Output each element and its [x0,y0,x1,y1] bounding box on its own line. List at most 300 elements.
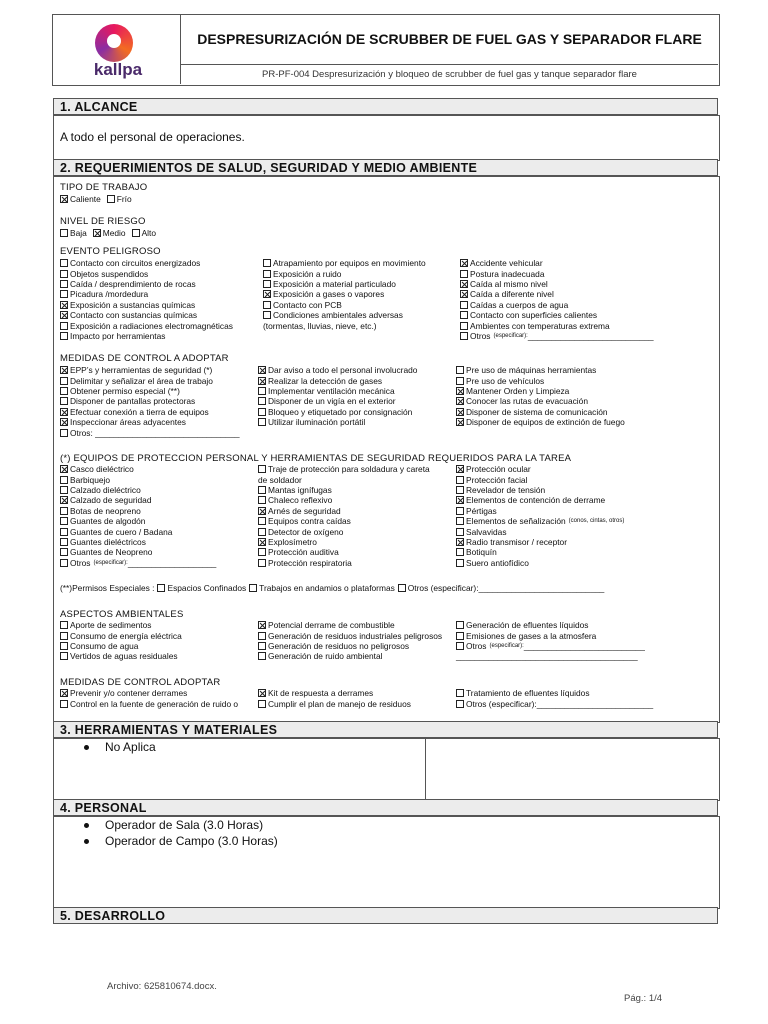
tools-list [84,739,156,755]
checkbox-label: Caliente [70,194,101,205]
checkbox-icon[interactable] [456,642,464,650]
checkbox-icon[interactable] [258,652,266,660]
checkbox-icon[interactable] [456,517,464,525]
checkbox-item [263,258,426,268]
checkbox-label: Detector de oxígeno [268,526,344,537]
checkbox-icon[interactable] [258,700,266,708]
checkbox-icon[interactable] [60,229,68,237]
hazard-column-2 [263,258,426,331]
checked-box-icon[interactable] [93,229,101,237]
checkbox-label: Explosímetro [268,536,317,547]
env-control-column-3 [456,688,653,709]
checkbox-item [60,417,240,427]
checkbox-icon[interactable] [249,584,257,592]
document-title: DESPRESURIZACIÓN DE SCRUBBER DE FUEL GAS Y SEPARADOR FLARE [181,14,718,65]
checkbox-label: Guantes de algodón [70,516,146,527]
checkbox-icon[interactable] [60,632,68,640]
checkbox-label: Caída a diferente nivel [470,289,554,300]
checkbox-item [456,537,624,547]
env-control-column-1 [60,688,238,709]
hazard-event-label: EVENTO PELIGROSO [60,246,161,257]
checked-box-icon[interactable] [460,280,468,288]
checkbox-label: Protección ocular [466,464,531,475]
checkbox-label: Conocer las rutas de evacuación [466,396,588,407]
checked-box-icon[interactable] [60,311,68,319]
checkbox-icon[interactable] [258,465,266,473]
checkbox-label: Exposición a radiaciones electromagnéticas [70,320,233,331]
checkbox-label: Calzado dieléctrico [70,484,141,495]
checkbox-label: Botas de neopreno [70,505,141,516]
checkbox-item [60,320,233,330]
checkbox-label: Efectuar conexión a tierra de equipos [70,406,209,417]
checkbox-item [456,526,624,536]
checked-box-icon[interactable] [60,366,68,374]
checkbox-label: (tormentas, lluvias, nieve, etc.) [263,320,377,331]
checkbox-item [258,516,430,526]
list-item [84,817,278,833]
env-column-2 [258,620,442,662]
checkbox-item [60,375,240,385]
checkbox-item [60,228,87,238]
checkbox-label: Disponer de pantallas protectoras [70,396,196,407]
checked-box-icon[interactable] [60,689,68,697]
checked-box-icon[interactable] [60,301,68,309]
checkbox-label: Exposición a sustancias químicas [70,299,196,310]
list-item-text: No Aplica [105,740,156,754]
section-3-title: 3. HERRAMIENTAS Y MATERIALES [53,721,718,738]
checkbox-item [60,386,240,396]
checkbox-icon[interactable] [456,559,464,567]
work-type-options [60,194,132,204]
checkbox-item [60,688,238,698]
checked-box-icon[interactable] [258,538,266,546]
checked-box-icon[interactable] [60,408,68,416]
checkbox-item [460,331,654,341]
checkbox-icon[interactable] [456,486,464,494]
bullet-icon [84,745,89,750]
checkbox-label: Contacto con superficies calientes [470,310,598,321]
checkbox-item [456,485,624,495]
checkbox-label: Pértigas [466,505,497,516]
checkbox-icon[interactable] [460,332,468,340]
ppe-column-3 [456,464,624,568]
checkbox-icon[interactable] [60,270,68,278]
checkbox-icon[interactable] [60,700,68,708]
checked-box-icon[interactable] [456,465,464,473]
checkbox-icon[interactable] [460,301,468,309]
checkbox-item [258,396,417,406]
checkbox-label: Utilizar iluminación portátil [268,417,366,428]
checkbox-icon[interactable] [60,517,68,525]
checkbox-icon[interactable] [456,548,464,556]
checkbox-item [60,516,216,526]
checkbox-label: Impacto por herramientas [70,330,166,341]
checkbox-label: Caída al mismo nivel [470,278,548,289]
checkbox-item [263,289,426,299]
checkbox-icon[interactable] [460,311,468,319]
checkbox-label: de soldador [258,474,302,485]
checkbox-label: Otros (especificar):___________________________ [407,583,605,594]
special-permits-prefix: (**)Permisos Especiales : [60,583,155,594]
checkbox-item [258,464,430,474]
checked-box-icon[interactable] [456,408,464,416]
checkbox-label: Generación de efluentes líquidos [466,620,589,631]
checkbox-icon[interactable] [60,259,68,267]
checkbox-label: Revelador de tensión [466,484,546,495]
checkbox-item [60,279,233,289]
checkbox-label: Bloqueo y etiquetado por consignación [268,406,413,417]
checkbox-item [460,320,654,330]
checkbox-icon[interactable] [60,621,68,629]
checkbox-label: Generación de ruido ambiental [268,651,383,662]
checkbox-item [263,300,426,310]
checkbox-item [258,651,442,661]
checkbox-label: Caída / desprendimiento de rocas [70,278,196,289]
checkbox-label: Control en la fuente de generación de ruido o [70,698,239,709]
checkbox-icon[interactable] [60,322,68,330]
checkbox-icon[interactable] [157,584,165,592]
section-3-divider [425,738,426,800]
checkbox-label: Kit de respuesta a derrames [268,688,374,699]
checkbox-icon[interactable] [60,652,68,660]
checkbox-item [460,279,654,289]
checked-box-icon[interactable] [456,538,464,546]
checkbox-icon[interactable] [60,538,68,546]
env-column-3 [456,620,645,662]
checkbox-icon[interactable] [456,528,464,536]
checkbox-item [60,194,101,204]
checkbox-item [398,583,605,593]
checkbox-item [132,228,156,238]
checkbox-item [456,474,624,484]
checked-box-icon[interactable] [258,621,266,629]
checkbox-label: Salvavidas [466,526,507,537]
checkbox-label: Delimitar y señalizar el área de trabajo [70,375,213,386]
checkbox-item [60,526,216,536]
section-4-title: 4. PERSONAL [53,799,718,816]
checkbox-icon[interactable] [258,397,266,405]
checkbox-label: Pre uso de vehículos [466,375,545,386]
checkbox-icon[interactable] [60,528,68,536]
checkbox-icon[interactable] [456,689,464,697]
checkbox-label: Emisiones de gases a la atmosfera [466,630,597,641]
checkbox-label: Barbiquejo [70,474,111,485]
checkbox-icon[interactable] [456,632,464,640]
checkbox-label: Disponer de equipos de extinción de fuego [466,417,625,428]
checkbox-icon[interactable] [258,548,266,556]
specify-hint: (especificar): [489,642,524,649]
checkbox-icon[interactable] [456,621,464,629]
checked-box-icon[interactable] [456,397,464,405]
checkbox-label: Contacto con sustancias químicas [70,310,198,321]
specify-hint: (especificar): [493,332,528,339]
checkbox-item [258,485,430,495]
checkbox-label: Espacios Confinados [167,583,247,594]
checkbox-label: Pre uso de máquinas herramientas [466,365,597,376]
checkbox-item [456,698,653,708]
checkbox-icon[interactable] [258,632,266,640]
checkbox-icon[interactable] [258,486,266,494]
checkbox-item [60,407,240,417]
logo-inner [107,34,121,48]
checkbox-label: Mantener Orden y Limpieza [466,385,570,396]
checkbox-label: Consumo de agua [70,640,139,651]
checkbox-item [60,474,216,484]
checkbox-label: Contacto con PCB [273,299,342,310]
checkbox-label: Otros [70,557,91,568]
checkbox-label: Atrapamiento por equipos en movimiento [273,258,426,269]
list-item-text: Operador de Sala (3.0 Horas) [105,818,264,832]
bullet-icon [84,839,89,844]
checked-box-icon[interactable] [460,290,468,298]
checkbox-item [60,310,233,320]
checked-box-icon[interactable] [258,507,266,515]
checkbox-label: Otros [466,640,487,651]
checkbox-item [258,417,417,427]
checkbox-label: Protección facial [466,474,528,485]
checked-box-icon[interactable] [258,366,266,374]
checkbox-label: Generación de residuos industriales peligrosos [268,630,443,641]
checked-box-icon[interactable] [456,387,464,395]
checkbox-label: Vertidos de aguas residuales [70,651,178,662]
checkbox-item [60,464,216,474]
checkbox-item [107,194,132,204]
checkbox-item [258,698,411,708]
checkbox-icon[interactable] [258,517,266,525]
checkbox-item [258,495,430,505]
checkbox-label: Generación de residuos no peligrosos [268,640,410,651]
checkbox-label: Prevenir y/o contener derrames [70,688,188,699]
checkbox-item [456,386,625,396]
checkbox-item [456,688,653,698]
checkbox-label: Guantes de Neopreno [70,547,153,558]
checkbox-item [60,698,238,708]
checked-box-icon[interactable] [456,496,464,504]
environmental-aspects-label: ASPECTOS AMBIENTALES [60,609,184,620]
section-1-title: 1. ALCANCE [53,98,718,115]
checked-box-icon[interactable] [60,496,68,504]
checkbox-icon[interactable] [60,507,68,515]
list-item [84,833,278,849]
checkbox-item [258,386,417,396]
checkbox-item [456,516,624,526]
checkbox-label: Calzado de seguridad [70,495,152,506]
checkbox-label: Aporte de sedimentos [70,620,152,631]
checkbox-item [460,268,654,278]
checkbox-item [60,300,233,310]
checkbox-icon[interactable] [263,270,271,278]
personnel-list [84,817,278,849]
checkbox-label: Baja [70,228,87,239]
checked-box-icon[interactable] [60,465,68,473]
checkbox-item [263,279,426,289]
checkbox-icon[interactable] [60,642,68,650]
checkbox-label: Condiciones ambientales adversas [273,310,403,321]
checkbox-icon[interactable] [398,584,406,592]
checkbox-icon[interactable] [60,476,68,484]
checkbox-item [60,268,233,278]
ppe-label: (*) EQUIPOS DE PROTECCION PERSONAL Y HERRAMIENTAS DE SEGURIDAD REQUERIDOS PARA LA TAREA [60,453,572,464]
checkbox-icon[interactable] [460,270,468,278]
checkbox-label: Mantas ignífugas [268,484,332,495]
risk-level-options [60,228,156,238]
checkbox-item [60,547,216,557]
checkbox-label: Traje de protección para soldadura y careta [268,464,430,475]
checkbox-item [456,464,624,474]
list-item [84,739,156,755]
checkbox-icon[interactable] [258,418,266,426]
checkbox-item [456,375,625,385]
checkbox-item [258,558,430,568]
checkbox-item [258,620,442,630]
checkbox-icon[interactable] [258,642,266,650]
checkbox-icon[interactable] [60,429,68,437]
checkbox-item [258,688,411,698]
checkbox-item [258,407,417,417]
checkbox-item [258,630,442,640]
checkbox-item [456,417,625,427]
checkbox-label: Exposición a ruido [273,268,342,279]
checkbox-label: Inspeccionar áreas adyacentes [70,417,186,428]
checkbox-icon[interactable] [456,377,464,385]
checkbox-icon[interactable] [60,548,68,556]
checkbox-item [258,474,430,484]
checked-box-icon[interactable] [258,689,266,697]
section-5-title: 5. DESARROLLO [53,907,718,924]
checkbox-label: Protección respiratoria [268,557,352,568]
checkbox-label: Equipos contra caídas [268,516,351,527]
ppe-column-1 [60,464,216,568]
control-measures-label: MEDIDAS DE CONTROL A ADOPTAR [60,353,229,364]
checkbox-icon[interactable] [258,387,266,395]
checkbox-item [258,375,417,385]
document-subtitle: PR-PF-004 Despresurización y bloqueo de scrubber de fuel gas y tanque separador flare [262,69,637,80]
checkbox-item [258,526,430,536]
checkbox-item [60,630,182,640]
checked-box-icon[interactable] [258,377,266,385]
checkbox-icon[interactable] [60,332,68,340]
checkbox-item [456,495,624,505]
checkbox-label: Otros (especificar):_________________________ [466,698,654,709]
checkbox-label: Casco dieléctrico [70,464,134,475]
checkbox-item [456,641,645,651]
checked-box-icon[interactable] [60,418,68,426]
checkbox-item [456,651,645,661]
checkbox-icon[interactable] [258,496,266,504]
checkbox-item [456,506,624,516]
checkbox-item [460,310,654,320]
checkbox-icon[interactable] [456,476,464,484]
checkbox-item [456,620,645,630]
checked-box-icon[interactable] [456,418,464,426]
checkbox-item [60,558,216,568]
checkbox-item [258,506,430,516]
checkbox-label: Dar aviso a todo el personal involucrado [268,365,418,376]
checkbox-item [60,427,240,437]
checkbox-label: Otros [470,330,491,341]
checkbox-item [60,396,240,406]
checkbox-item [60,495,216,505]
checkbox-item [258,547,430,557]
checkbox-icon[interactable] [258,408,266,416]
checkbox-item [60,258,233,268]
hazard-column-1 [60,258,233,341]
checkbox-icon[interactable] [263,259,271,267]
checkbox-icon[interactable] [258,559,266,567]
checkbox-icon[interactable] [456,507,464,515]
footer-page: Pág.: 1/4 [624,993,663,1004]
checked-box-icon[interactable] [460,259,468,267]
work-type-label: TIPO DE TRABAJO [60,182,148,193]
control-column-2 [258,365,417,427]
checkbox-icon[interactable] [263,301,271,309]
checkbox-label: Radio transmisor / receptor [466,536,568,547]
checkbox-item [249,583,395,593]
checkbox-item [60,331,233,341]
checkbox-item [93,228,126,238]
checked-box-icon[interactable] [263,290,271,298]
specify-hint: (conos, cintas, otros) [568,518,625,525]
checkbox-icon[interactable] [60,290,68,298]
checkbox-item [60,537,216,547]
checkbox-icon[interactable] [60,559,68,567]
checkbox-item [263,320,426,330]
bullet-icon [84,823,89,828]
checkbox-label: Otros: _______________________________ [70,427,240,438]
fill-in-line: ___________________________ [527,330,654,341]
checkbox-icon[interactable] [60,397,68,405]
checkbox-label: Protección auditiva [268,547,339,558]
checkbox-item [60,506,216,516]
checkbox-icon[interactable] [456,700,464,708]
checkbox-label: Potencial derrame de combustible [268,620,395,631]
checkbox-label: Objetos suspendidos [70,268,149,279]
checkbox-item [456,396,625,406]
checkbox-item [456,547,624,557]
checkbox-label: Chaleco reflexivo [268,495,333,506]
env-column-1 [60,620,182,662]
fill-in-line: ___________________ [127,557,217,568]
checkbox-item [460,300,654,310]
checkbox-icon[interactable] [460,322,468,330]
checkbox-icon[interactable] [456,366,464,374]
checkbox-icon[interactable] [60,486,68,494]
checkbox-item [60,289,233,299]
checkbox-icon[interactable] [263,311,271,319]
checkbox-icon[interactable] [60,387,68,395]
checkbox-label: _______________________________________ [456,651,638,662]
checkbox-label: Disponer de sistema de comunicación [466,406,608,417]
checkbox-label: Medio [102,228,126,239]
checkbox-item [460,258,654,268]
checkbox-item [157,583,246,593]
checkbox-label: Ambientes con temperaturas extrema [470,320,610,331]
checkbox-item [258,365,417,375]
checkbox-item [263,310,426,320]
env-control-column-2 [258,688,411,709]
checkbox-icon[interactable] [60,377,68,385]
checkbox-label: Picadura /mordedura [70,289,149,300]
checkbox-icon[interactable] [60,280,68,288]
checkbox-icon[interactable] [132,229,140,237]
checkbox-icon[interactable] [258,528,266,536]
checkbox-label: Guantes dieléctricos [70,536,146,547]
footer-file: Archivo: 625810674.docx. [107,981,217,992]
checked-box-icon[interactable] [60,195,68,203]
checkbox-icon[interactable] [107,195,115,203]
checkbox-icon[interactable] [263,280,271,288]
scope-text: A todo el personal de operaciones. [60,130,245,144]
